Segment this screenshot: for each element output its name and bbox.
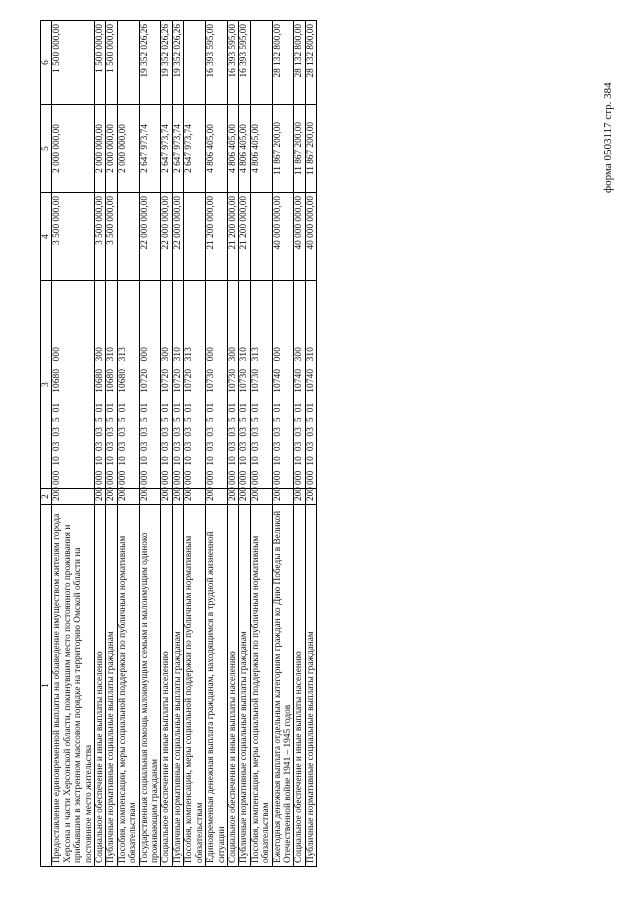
row-approved [117,193,139,281]
row-executed: 2 647 973,74 [172,105,183,193]
row-budget-code: 000 10 03 03 5 01 10680 000 [52,281,95,489]
row-budget-code: 000 10 03 03 5 01 10680 300 [95,281,106,489]
row-budget-code: 000 10 03 03 5 01 10720 310 [172,281,183,489]
row-executed: 11 867 200,00 [305,105,316,193]
table-row [172,21,183,867]
row-executed: 2 647 973,74 [139,105,161,193]
row-approved [250,193,272,281]
row-name: Социальное обеспечение и иные выплаты населению [95,505,106,867]
row-budget-code: 000 10 03 03 5 01 10740 310 [305,281,316,489]
row-approved: 22 000 000,00 [172,193,183,281]
row-executed: 11 867 200,00 [272,105,294,193]
row-name: Публичные нормативные социальные выплаты гражданам [305,505,316,867]
table-row [52,21,95,867]
row-unexecuted: 28 132 800,00 [305,21,316,105]
row-line-code: 200 [52,489,95,505]
row-approved: 22 000 000,00 [139,193,161,281]
row-name: Пособия, компенсации, меры социальной поддержки по публичным нормативным обязательствам [117,505,139,867]
table-row [106,21,117,867]
row-approved: 21 200 000,00 [206,193,228,281]
row-name: Пособия, компенсации, меры социальной поддержки по публичным нормативным обязательствам [184,505,206,867]
table-row [227,21,238,867]
row-unexecuted: 1 500 000,00 [106,21,117,105]
table-row [184,21,206,867]
row-line-code: 200 [305,489,316,505]
row-approved: 40 000 000,00 [305,193,316,281]
table-row [272,21,294,867]
row-approved: 21 200 000,00 [239,193,250,281]
row-executed: 2 000 000,00 [52,105,95,193]
row-unexecuted: 1 500 000,00 [52,21,95,105]
row-unexecuted: 16 393 595,00 [227,21,238,105]
row-name: Государственная социальная помощь малоимущим семьям и малоимущим одиноко проживающим гражданам [139,505,161,867]
row-name: Ежегодная денежная выплата отдельным категориям граждан ко Дню Победы в Великой Отечественной войне 1941 – 1945 годов [272,505,294,867]
row-name: Публичные нормативные социальные выплаты гражданам [106,505,117,867]
row-name: Публичные нормативные социальные выплаты гражданам [239,505,250,867]
row-executed: 11 867 200,00 [294,105,305,193]
table-row [95,21,106,867]
row-unexecuted: 16 393 595,00 [239,21,250,105]
table-row [117,21,139,867]
row-executed: 4 806 405,00 [227,105,238,193]
row-budget-code: 000 10 03 03 5 01 10730 313 [250,281,272,489]
table-row [139,21,161,867]
row-unexecuted: 28 132 800,00 [294,21,305,105]
row-executed: 2 000 000,00 [117,105,139,193]
form-label: форма 0503117 стр. 384 [602,82,614,193]
row-approved: 3 500 000,00 [95,193,106,281]
row-unexecuted: 19 352 026,26 [161,21,172,105]
header-col-3: 3 [41,281,52,489]
row-executed: 2 647 973,74 [161,105,172,193]
row-name: Социальное обеспечение и иные выплаты населению [161,505,172,867]
header-col-2: 2 [41,489,52,505]
table-row [294,21,305,867]
row-line-code: 200 [172,489,183,505]
row-name: Единовременная денежная выплата гражданам, находящимся в трудной жизненной ситуации [206,505,228,867]
row-budget-code: 000 10 03 03 5 01 10720 313 [184,281,206,489]
table-row [239,21,250,867]
header-col-1: 1 [41,505,52,867]
row-unexecuted [184,21,206,105]
row-name: Социальное обеспечение и иные выплаты населению [227,505,238,867]
row-unexecuted [117,21,139,105]
row-executed: 4 806 405,00 [206,105,228,193]
row-line-code: 200 [106,489,117,505]
row-approved: 21 200 000,00 [227,193,238,281]
row-line-code: 200 [272,489,294,505]
row-unexecuted: 28 132 800,00 [272,21,294,105]
row-budget-code: 000 10 03 03 5 01 10730 300 [227,281,238,489]
row-budget-code: 000 10 03 03 5 01 10730 310 [239,281,250,489]
row-name: Публичные нормативные социальные выплаты гражданам [172,505,183,867]
header-col-6: 6 [41,21,52,105]
row-line-code: 200 [239,489,250,505]
row-approved [184,193,206,281]
row-budget-code: 000 10 03 03 5 01 10720 300 [161,281,172,489]
row-approved: 40 000 000,00 [294,193,305,281]
budget-table-body [41,21,317,867]
row-unexecuted: 19 352 026,26 [172,21,183,105]
row-executed: 4 806 405,00 [250,105,272,193]
table-row [250,21,272,867]
row-budget-code: 000 10 03 03 5 01 10740 000 [272,281,294,489]
table-row [206,21,228,867]
row-approved: 40 000 000,00 [272,193,294,281]
row-name: Пособия, компенсации, меры социальной поддержки по публичным нормативным обязательствам [250,505,272,867]
row-budget-code: 000 10 03 03 5 01 10680 313 [117,281,139,489]
row-line-code: 200 [117,489,139,505]
header-row [41,21,52,867]
row-approved: 3 500 000,00 [106,193,117,281]
row-line-code: 200 [95,489,106,505]
row-executed: 2 000 000,00 [95,105,106,193]
row-line-code: 200 [250,489,272,505]
row-line-code: 200 [206,489,228,505]
row-line-code: 200 [161,489,172,505]
row-budget-code: 000 10 03 03 5 01 10680 310 [106,281,117,489]
table-row [161,21,172,867]
row-line-code: 200 [139,489,161,505]
row-unexecuted: 1 500 000,00 [95,21,106,105]
row-executed: 4 806 405,00 [239,105,250,193]
table-row [305,21,316,867]
row-name: Социальное обеспечение и иные выплаты населению [294,505,305,867]
row-line-code: 200 [294,489,305,505]
row-executed: 2 647 973,74 [184,105,206,193]
row-line-code: 200 [184,489,206,505]
row-name: Предоставление единовременной выплаты на обзаведение имуществом жителям города Херсона и части Херсонской области, покинувшим место постоянного проживания и прибывшим в экстренном массовом порядке на территорию Омской области на постоянное место жительства [52,505,95,867]
row-unexecuted: 19 352 026,26 [139,21,161,105]
row-approved: 22 000 000,00 [161,193,172,281]
row-budget-code: 000 10 03 03 5 01 10720 000 [139,281,161,489]
row-budget-code: 000 10 03 03 5 01 10730 000 [206,281,228,489]
header-col-5: 5 [41,105,52,193]
row-budget-code: 000 10 03 03 5 01 10740 300 [294,281,305,489]
row-unexecuted [250,21,272,105]
row-line-code: 200 [227,489,238,505]
row-unexecuted: 16 393 595,00 [206,21,228,105]
budget-table [40,20,317,867]
row-approved: 3 500 000,00 [52,193,95,281]
row-executed: 2 000 000,00 [106,105,117,193]
header-col-4: 4 [41,193,52,281]
